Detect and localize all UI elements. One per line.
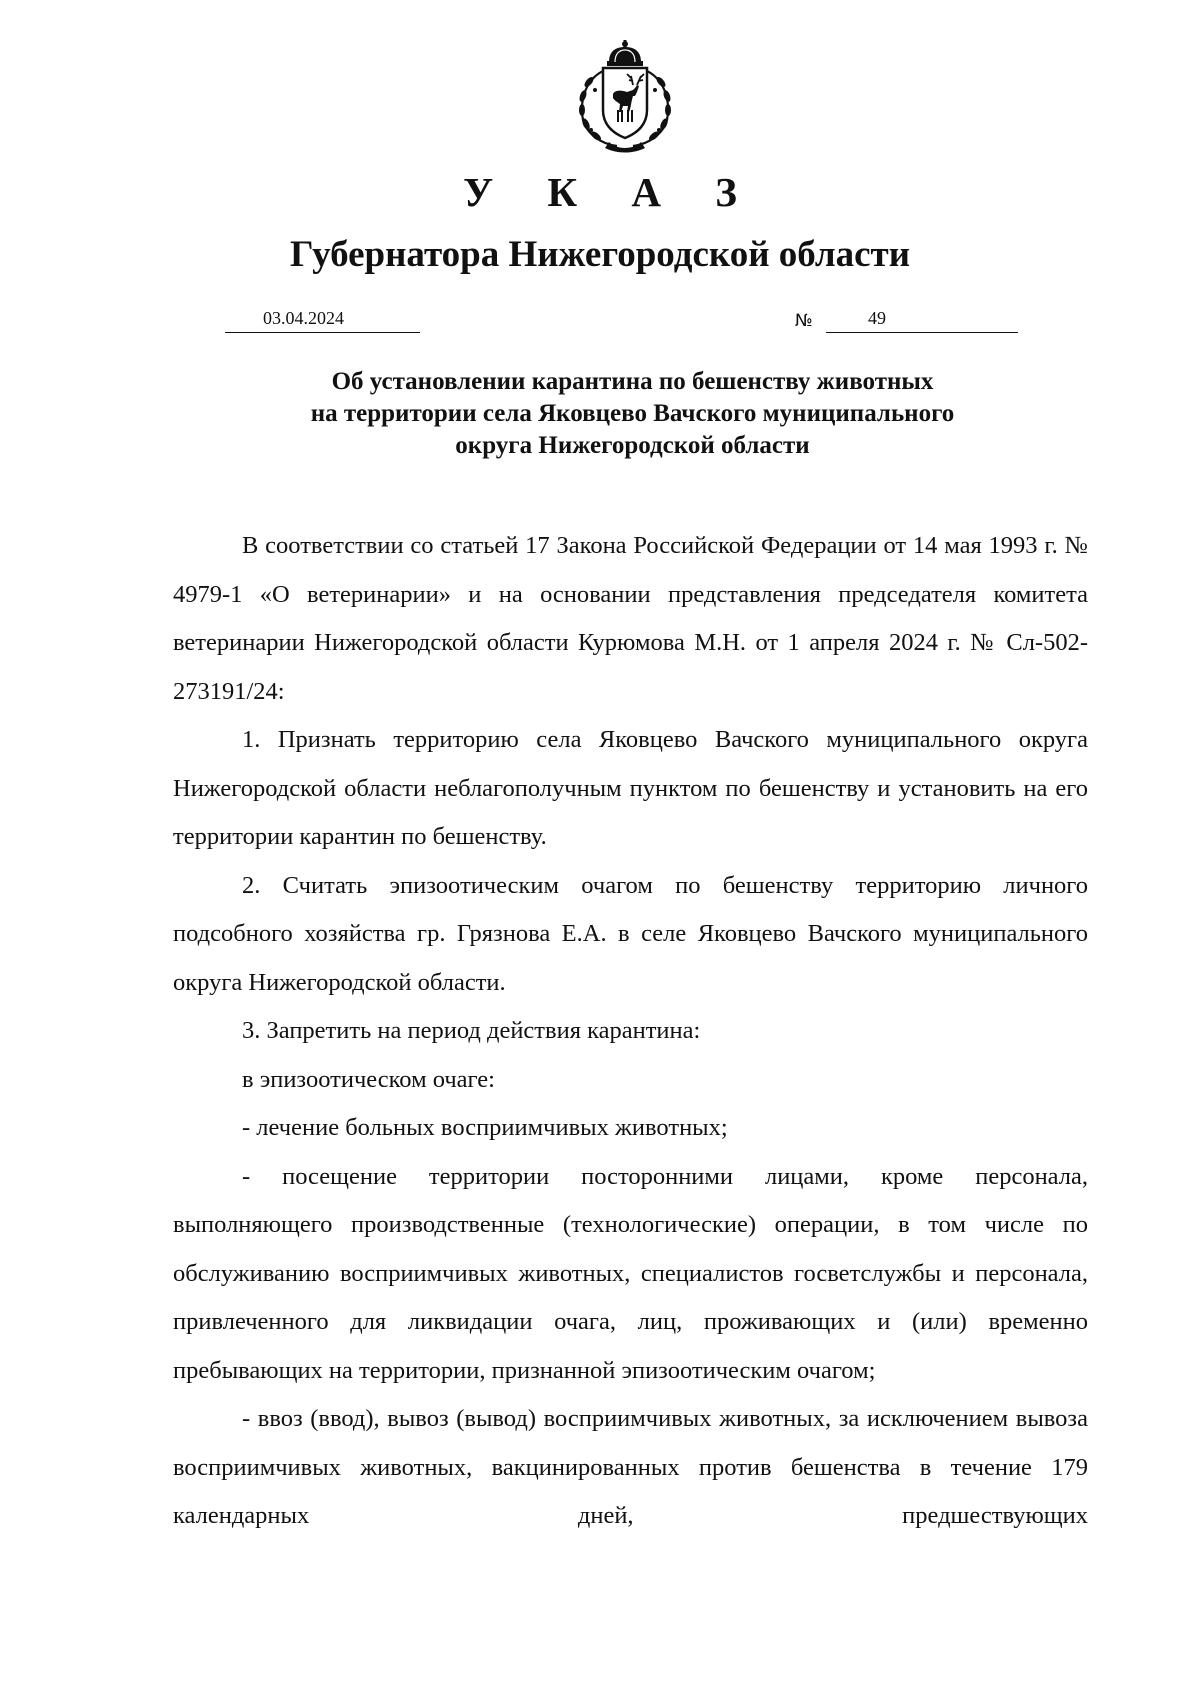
decree-heading: У К А З [463,169,759,215]
clause-3-item: - лечение больных восприимчивых животных; [242,1114,728,1141]
title-line: Об установлении карантина по бешенству животных [331,368,934,395]
document-title [0,366,1200,462]
title-line: на территории села Яковцево Вачского муниципального [310,400,955,427]
coat-of-arms-icon [565,38,685,153]
number-sign: № [795,311,813,331]
preamble-paragraph: В соответствии со статьей 17 Закона Российской Федерации от 14 мая 1993 г. № 4979-1 «О ветеринарии» и на основании представления председателя комитета ветеринарии Нижегородской области Курюмова М.Н. от 1 апреля 2024 г. № Сл-502-273191/24: [173,532,1088,705]
clause-3-paragraph: 3. Запретить на период действия карантина: [242,1017,701,1044]
decree-number-field [826,308,1018,333]
issuer-heading: Губернатора Нижегородской области [289,234,911,275]
clause-1-paragraph: 1. Признать территорию села Яковцево Вачского муниципального округа Нижегородской области неблагополучным пунктом по бешенству и установить на его территории карантин по бешенству. [173,726,1088,850]
decree-number: 49 [868,308,886,328]
decree-date-field [225,308,420,333]
decree-date: 03.04.2024 [263,308,344,328]
clause-3-item: - посещение территории посторонними лицами, кроме персонала, выполняющего производственные (технологические) операции, в том числе по обслуживанию восприимчивых животных, специалистов госветслужбы и персонала, привлеченного для ликвидации очага, лиц, проживающих и (или) временно пребывающих на территории, признанной эпизоотическим очагом; [173,1162,1088,1384]
document-body [173,522,1088,1541]
clause-2-paragraph: 2. Считать эпизоотическим очагом по бешенству территорию личного подсобного хозяйства гр. Грязнова Е.А. в селе Яковцево Вачского муниципального округа Нижегородской области. [173,871,1088,996]
title-line: округа Нижегородской области [455,432,810,459]
clause-3-item: - ввоз (ввод), вывоз (вывод) восприимчивых животных, за исключением вывоза восприимчивых животных, вакцинированных против бешенства в течение 179 календарных дней, предшествующих [173,1405,1088,1529]
clause-3-subheading: в эпизоотическом очаге: [242,1065,495,1093]
